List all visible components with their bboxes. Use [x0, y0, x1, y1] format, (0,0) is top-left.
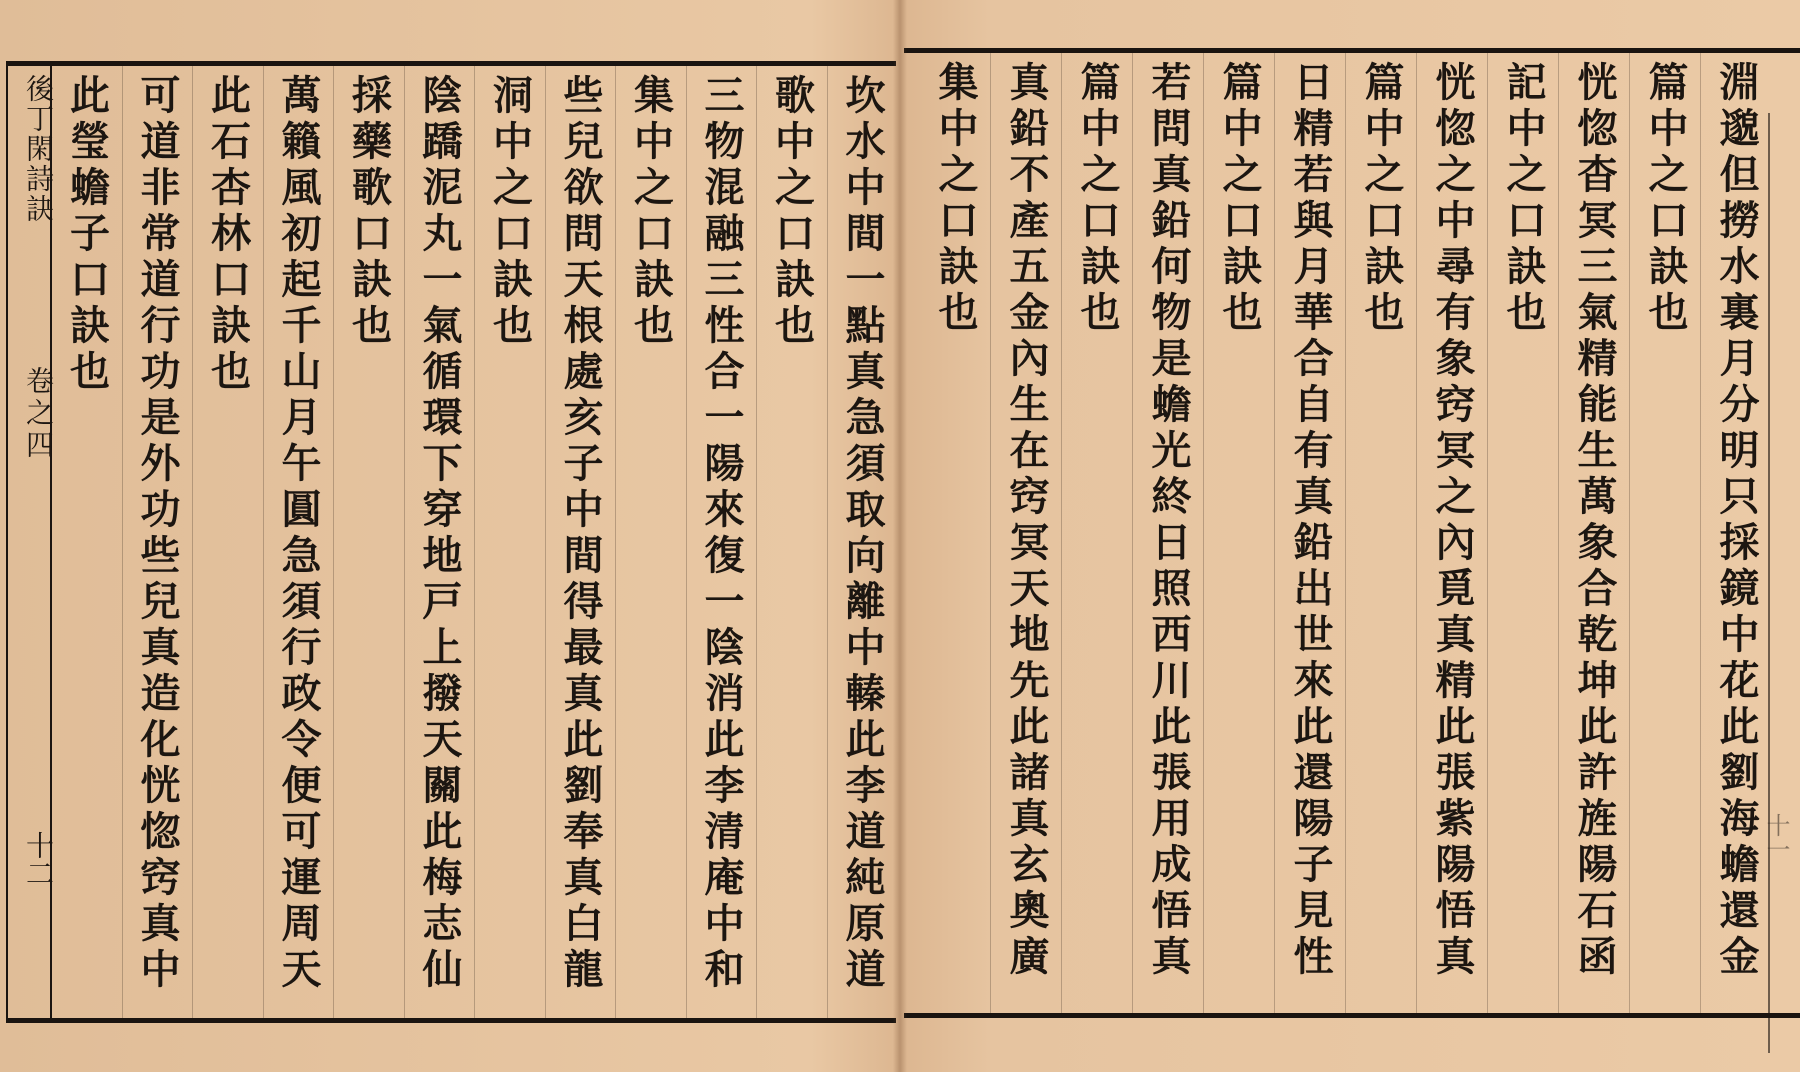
- text-column: 篇中之口訣也: [1074, 61, 1121, 337]
- right-page: [900, 0, 1800, 1072]
- column-rule: [404, 66, 405, 1018]
- margin-column: [16, 66, 55, 1018]
- column-rule: [990, 53, 991, 1013]
- column-rule: [686, 66, 687, 1018]
- column-rule: [1558, 53, 1559, 1013]
- margin-volume: 卷之四: [22, 366, 55, 462]
- column-rule: [333, 66, 334, 1018]
- column-rule: [756, 66, 757, 1018]
- book-gutter: [893, 0, 907, 1072]
- text-column: 恍惚之中尋有象窍冥之內覓真精此張紫陽悟真: [1429, 61, 1476, 981]
- column-rule: [1345, 53, 1346, 1013]
- text-column: 記中之口訣也: [1500, 61, 1547, 337]
- column-rule: [122, 66, 123, 1018]
- text-column: 集中之口訣也: [932, 61, 979, 337]
- column-rule: [1487, 53, 1488, 1013]
- margin-title: 後丁閑詩訣: [22, 74, 55, 224]
- text-column: 此石杏林口訣也: [204, 74, 252, 396]
- column-rule: [1416, 53, 1417, 1013]
- column-rule: [827, 66, 828, 1018]
- column-rule: [545, 66, 546, 1018]
- column-rule: [192, 66, 193, 1018]
- right-folio: 十一: [1762, 813, 1790, 861]
- column-rule: [615, 66, 616, 1018]
- text-column: 歌中之口訣也: [768, 74, 816, 350]
- text-column: 些兒欲問天根處亥子中間得最真此劉奉真白龍: [557, 74, 604, 994]
- column-rule: [263, 66, 264, 1018]
- text-column: 此瑩蟾子口訣也: [63, 74, 111, 396]
- text-column: 篇中之口訣也: [1358, 61, 1405, 337]
- column-rule: [1061, 53, 1062, 1013]
- text-column: 若問真鉛何物是蟾光終日照西川此張用成悟真: [1145, 61, 1192, 981]
- column-rule: [474, 66, 475, 1018]
- column-rule: [1700, 53, 1701, 1013]
- text-column: 淵邈但撈水裏月分明只採鏡中花此劉海蟾還金: [1713, 61, 1760, 981]
- text-column: 恍惚杳冥三氣精能生萬象合乾坤此許旌陽石函: [1571, 61, 1618, 981]
- text-column: 可道非常道行功是外功些兒真造化恍惚窍真中: [134, 74, 181, 994]
- text-column: 坎水中間一點真急須取向離中轃此李道純原道: [839, 74, 886, 994]
- text-column: 集中之口訣也: [627, 74, 675, 350]
- right-page-frame: [904, 48, 1800, 1018]
- text-column: 採藥歌口訣也: [345, 74, 393, 350]
- text-column: 真鉛不產五金內生在窍冥天地先此諸真玄奧廣: [1003, 61, 1050, 981]
- text-column: 洞中之口訣也: [486, 74, 534, 350]
- column-rule: [1629, 53, 1630, 1013]
- text-column: 日精若與月華合自有真鉛出世來此還陽子見性: [1287, 61, 1334, 981]
- left-folio: 十二: [22, 831, 55, 887]
- text-column: 篇中之口訣也: [1642, 61, 1689, 337]
- left-page-frame: [6, 61, 896, 1023]
- column-rule: [1203, 53, 1204, 1013]
- text-column: 篇中之口訣也: [1216, 61, 1263, 337]
- right-margin-column: [1768, 113, 1800, 1053]
- text-column: 萬籟風初起千山月午圓急須行政令便可運周天: [275, 74, 322, 994]
- column-rule: [1274, 53, 1275, 1013]
- text-column: 陰蹻泥丸一氣循環下穿地戸上撥天關此梅志仙: [416, 74, 463, 994]
- column-rule: [1132, 53, 1133, 1013]
- text-column: 三物混融三性合一陽來復一陰消此李清庵中和: [698, 74, 745, 994]
